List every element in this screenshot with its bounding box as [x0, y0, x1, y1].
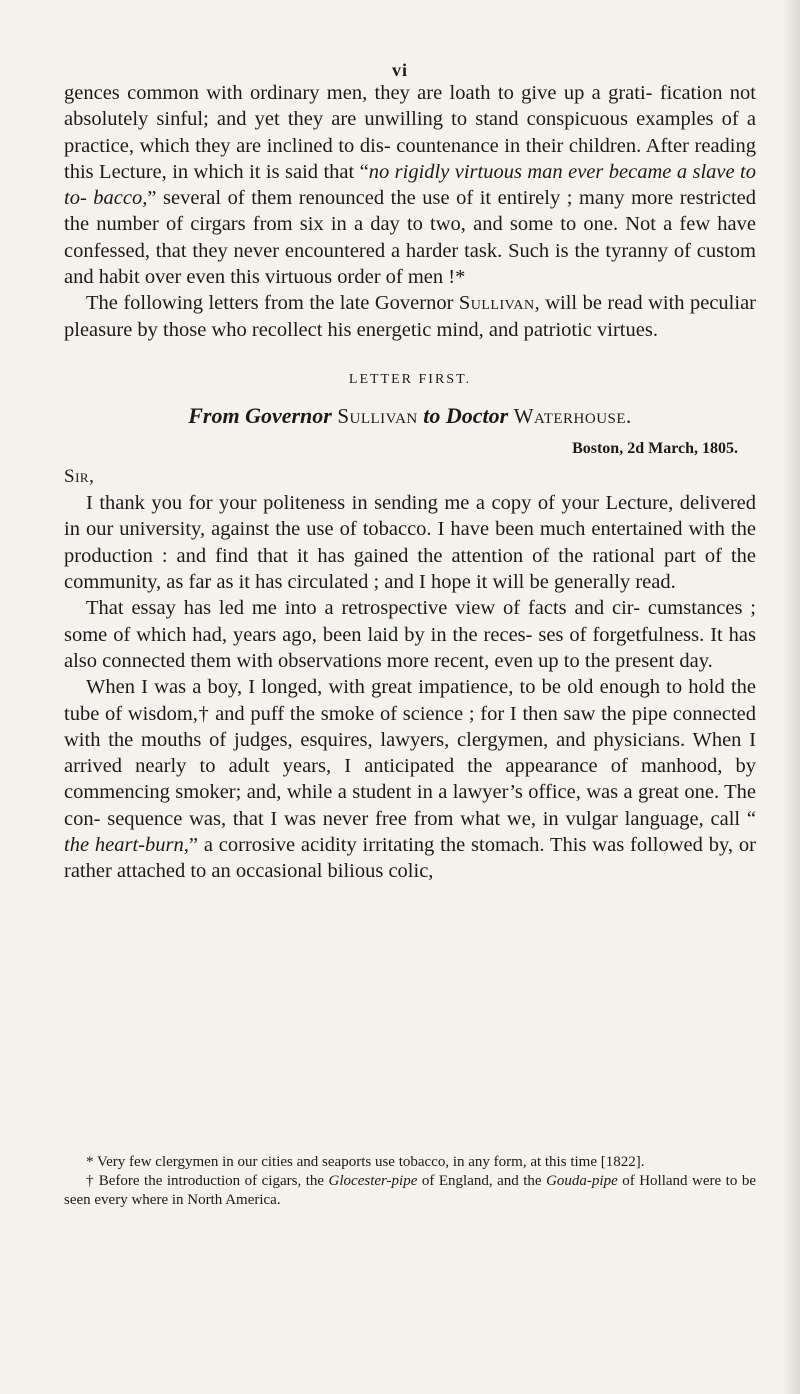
letter-salutation: Sir, [64, 465, 95, 487]
letter-from-line: From Governor Sullivan to Doctor Waterhouse. [188, 403, 632, 429]
body-text [64, 80, 756, 885]
person-name: Sullivan [458, 292, 535, 315]
quoted-phrase: no rigidly virtuous man ever became a slave to to- bacco, [64, 160, 757, 210]
intro-paragraph-2: The following letters from the late Governor Sullivan, will be read with peculiar pleasure by those who recollect his energetic mind, and patriotic virtues. [64, 292, 756, 341]
letter-paragraph-1: I thank you for your politeness in sending me a copy of your Lecture, delivered in our university, against the use of tobacco. I have been much entertained with the production : and find that it has gained the attention of the rational part of the community, as far as it has circulated ; and I hope it will be generally read. [64, 492, 756, 594]
recipient-name: Waterhouse. [513, 404, 632, 429]
letter-paragraph-2: That essay has led me into a retrospective view of facts and cir- cumstances ; some of which had, years ago, been laid by in the reces- ses of forgetfulness. It has also connected them with observations more recent, even up to the present day. [64, 597, 756, 672]
sender-name: Sullivan [337, 404, 418, 429]
footnotes [64, 1153, 756, 1210]
intro-paragraph-1: gences common with ordinary men, they are loath to give up a grati- fication not absolutely sinful; and yet they are unwilling to stand conspicuous examples of a practice, which they are inclined to dis- countenance in their children. After reading this Lecture, in which it is said that “no rigidly virtuous man ever became a slave to to- bacco,” several of them renounced the use of it entirely ; many more restricted the number of cirgars from six in a day to two, and some to one. Not a few have confessed, that they never encountered a harder task. Such is the tyranny of custom and habit over even this virtuous order of men !* [64, 82, 757, 289]
page-edge-shadow [782, 0, 800, 1394]
letter-paragraph-3: When I was a boy, I longed, with great impatience, to be old enough to hold the tube of wisdom,† and puff the smoke of science ; for I then saw the pipe connected with the mouths of judges, esquires, lawyers, clergymen, and physicians. When I arrived nearly to adult years, I anticipated the appearance of manhood, by commencing smoker; and, while a student in a lawyer’s office, was a great one. The con- sequence was, that I was never free from what we, in vulgar language, call “ the heart-burn,” a corrosive acidity irritating the stomach. This was followed by, or rather attached to an occasional bilious colic, [64, 676, 756, 883]
letter-heading: LETTER FIRST. [348, 371, 472, 387]
footnote-2: † Before the introduction of cigars, the Glocester-pipe of England, and the Gouda-pipe of Holland were to be seen every where in North America. [64, 1173, 756, 1208]
footnote-1: * Very few clergymen in our cities and seaports use tobacco, in any form, at this time [1822]. [86, 1154, 645, 1170]
letter-dateline: Boston, 2d March, 1805. [572, 439, 738, 457]
quoted-phrase: the heart-burn, [64, 834, 189, 857]
page-number: vi [391, 60, 408, 80]
